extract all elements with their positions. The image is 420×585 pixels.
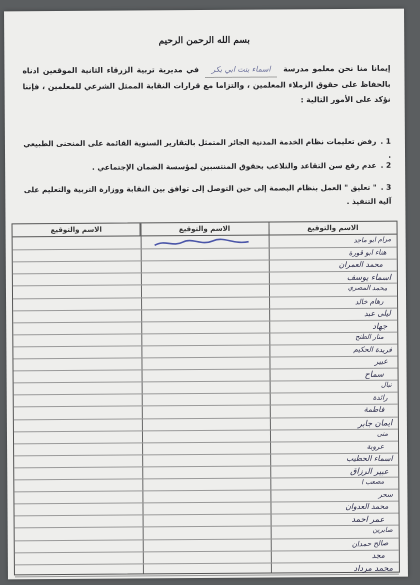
signature-entry: اسماء يوسف — [346, 272, 391, 283]
table-row-line — [14, 380, 398, 384]
signature-entry: جهاد — [372, 320, 388, 331]
signature-entry: صالح حمدان — [352, 537, 389, 548]
signature-entry: مصعب ا — [361, 477, 385, 487]
column-header-1: الاسم والتوقيع — [268, 222, 396, 235]
signature-entry: ايمان جابر — [357, 416, 393, 428]
table-row-line — [14, 428, 398, 432]
table-row-line — [14, 489, 398, 493]
table-row-line — [14, 440, 398, 444]
table-row-line — [13, 331, 397, 335]
signature-entry: محمد العمران — [338, 259, 383, 270]
table-row-line — [14, 501, 398, 505]
table-row-line — [13, 247, 397, 251]
column-divider — [141, 223, 144, 573]
signature-entry: ليلى عبد — [364, 308, 392, 318]
signature-entry: مجد — [371, 550, 385, 560]
signature-entry: نبال — [380, 380, 392, 389]
signature-entry: رائدة — [372, 393, 388, 403]
signature-entry: محمد مرداد — [353, 562, 393, 573]
column-header-3: الاسم والتوقيع — [50, 225, 102, 235]
signature-entry: سحر — [377, 489, 393, 499]
signature-entry: عبير الرزاق — [349, 465, 389, 477]
table-row-line — [15, 561, 399, 565]
signature-entry: رهام خالد — [354, 295, 384, 306]
table-row-line — [13, 356, 397, 360]
intro-part2: في مديرية تربية الزرقاء الثانية الموقعين ادناه بالحفاظ على حقوق الزملاء المعلمين ، والتزاما مع قرارات النقابة الممثل الشرعي للمعلمين ، فإننا نؤكد على الأمور التالية : — [22, 65, 391, 105]
table-row-line — [14, 452, 398, 456]
school-name-handwritten: اسماء بنت ابي بكر — [206, 62, 277, 78]
table-row-line — [15, 549, 399, 553]
signature-entry: منار الطنح — [354, 332, 384, 341]
table-row-line — [14, 392, 398, 396]
table-row-line — [14, 477, 398, 481]
table-row-line — [14, 368, 398, 372]
signature-entry: فاطمة — [363, 405, 384, 415]
column-header-2: الاسم والتوقيع — [140, 223, 268, 236]
table-row-line — [13, 319, 397, 323]
signature-entry: عبير — [374, 356, 388, 367]
signature-table — [12, 221, 400, 576]
table-row-line — [15, 525, 399, 529]
demand-item-3: 3 ." تعليق " العمل بنظام البصمة إلى حين التوصل إلى توافق بين النقابة ووزارة التربية والتعليم على آلية التنفيذ . — [23, 182, 392, 207]
table-row-line — [14, 404, 398, 408]
basmala: بسم الله الرحمن الرحيم — [158, 35, 250, 47]
signature-entry: محمد المصري — [347, 283, 388, 293]
column-divider — [269, 223, 272, 573]
intro-paragraph — [22, 61, 390, 110]
signature-entry: سماح — [364, 368, 384, 380]
table-row-line — [13, 271, 397, 275]
table-row-line — [15, 513, 399, 517]
signature-entry: مرام ابو ماجد — [353, 235, 391, 245]
signature-entry: عروبة — [366, 441, 385, 451]
petition-paper — [4, 9, 408, 580]
table-row-line — [15, 573, 399, 577]
demand-item-2: 2 .عدم رفع سن التقاعد والتلاعب بحقوق المنتسبين لمؤسسة الضمان الإجتماعي . — [91, 160, 392, 172]
table-row-line — [13, 295, 397, 299]
table-row-line — [13, 344, 397, 348]
signature-entry: صابرين — [372, 525, 393, 535]
signature-entry: فريدة الحكيم — [352, 344, 392, 355]
signature-entry: اسماء الحطيب — [345, 453, 393, 463]
intro-part1: إيمانا منا نحن معلمو مدرسة — [283, 63, 391, 74]
signature-entry: هناء ابو قورة — [348, 247, 387, 258]
signature-entry: عمر احمد — [351, 514, 385, 525]
table-row-line — [13, 307, 397, 311]
table-row-line — [14, 416, 398, 420]
table-header — [13, 222, 397, 238]
table-row-line — [14, 465, 398, 469]
signature-entry: منى — [376, 429, 389, 438]
table-row-line — [15, 537, 399, 541]
signature-entry: محمد العدوان — [345, 501, 389, 512]
demand-item-1: 1 .رفض تعليمات نظام الخدمة المدنية الجائر المتمثل بالتقارير السنوية القائمة على المنحنى الطبيعي . — [23, 136, 392, 160]
table-row-line — [13, 283, 397, 287]
